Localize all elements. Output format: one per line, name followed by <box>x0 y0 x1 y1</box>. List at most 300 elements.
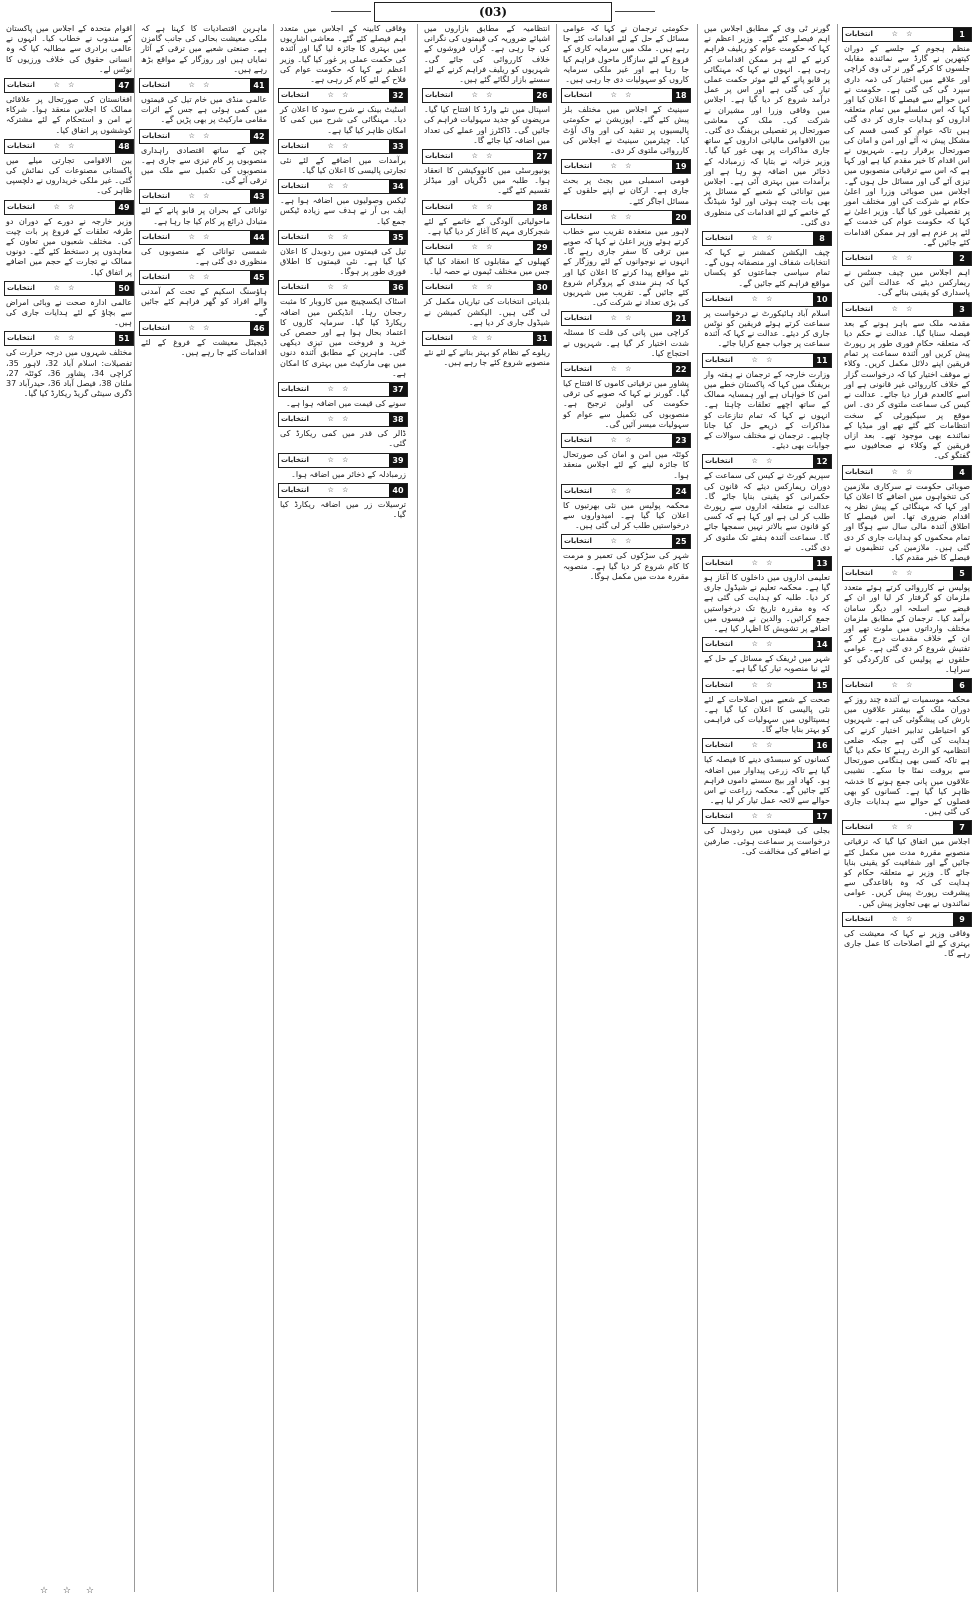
item-brand-label: انتخابات <box>281 485 309 494</box>
item-header <box>139 129 269 144</box>
item-header <box>561 88 691 103</box>
item-header <box>702 353 832 368</box>
news-item <box>422 88 552 146</box>
news-item <box>702 292 832 350</box>
item-body-text: حکومتی ترجمان نے کہا کہ عوامی مسائل کے حل کے لئے اقدامات کئے جا رہے ہیں۔ ملک میں سرمایہ کاری کے فروغ کے لئے سازگار ماحول فراہم کیا جا رہا ہے اور غیر ملکی سرمایہ کاروں کو سہولیات دی جا رہی ہیں۔ <box>563 24 689 85</box>
item-brand-label: انتخابات <box>142 273 170 282</box>
item-number: 32 <box>389 89 407 102</box>
star-icon: ☆ ☆ <box>751 640 776 649</box>
item-brand-label: انتخابات <box>7 334 35 343</box>
item-number: 11 <box>813 354 831 367</box>
item-body-text: سپریم کورٹ نے کیس کی سماعت کے دوران ریمارکس دیئے کہ قانون کی حکمرانی کو یقینی بنایا جائے گا۔ عدالت نے متعلقہ اداروں سے رپورٹ طلب کر لی ہے اور کہا ہے کہ کسی کو قانون سے بالاتر نہیں سمجھا جائے گا۔ سماعت آئندہ ہفتے تک ملتوی کر دی گئی۔ <box>704 471 830 552</box>
item-body-text: عالمی منڈی میں خام تیل کی قیمتوں میں کمی ہوئی ہے جس کے اثرات مقامی مارکیٹ پر بھی پڑیں گے۔ <box>141 95 267 125</box>
item-brand-label: انتخابات <box>425 202 453 211</box>
news-item <box>139 321 269 358</box>
item-number: 38 <box>389 413 407 426</box>
item-body-text: شمسی توانائی کے منصوبوں کی منظوری دی گئی ہے۔ <box>141 246 267 267</box>
column-divider <box>697 24 698 1592</box>
item-number: 30 <box>533 281 551 294</box>
star-icon: ☆ ☆ <box>891 30 916 38</box>
news-item <box>139 230 269 267</box>
news-item <box>422 149 552 197</box>
item-brand-label: انتخابات <box>425 334 453 343</box>
item-body-text: اقوام متحدہ کے اجلاس میں پاکستان کے مندوب نے خطاب کیا۔ انہوں نے عالمی برادری سے مطالبہ کیا کہ وہ انسانی حقوق کی خلاف ورزیوں کا نوٹس لے۔ <box>6 24 132 74</box>
news-item <box>561 210 691 309</box>
item-body-text: مقدمہ ملک سے باہر ہونے کے بعد فیصلہ سنایا گیا۔ عدالت نے حکم دیا کہ متعلقہ حکام فوری طور پر رپورٹ پیش کریں اور آئندہ سماعت پر تمام فریقین اپنے دلائل مکمل کریں۔ وکلاء نے موقف اختیار کیا کہ درخواست گزار کے خلاف کارروائی غیر قانونی ہے اور اسے کالعدم قرار دیا جائے۔ عدالت نے کیس کی سماعت ملتوی کر دی۔ اس موقع پر سیکیورٹی کے سخت انتظامات کئے گئے تھے اور میڈیا کے نمائندے بھی موجود تھے۔ بعد ازاں فریقین کے وکلاء نے صحافیوں سے گفتگو کی۔ <box>844 318 970 461</box>
star-icon: ☆ ☆ <box>471 283 496 292</box>
item-brand-label: انتخابات <box>564 436 592 445</box>
item-header <box>278 88 408 103</box>
item-body-text: اہم اجلاس میں چیف جسٹس نے ریمارکس دیئے کہ عدالت آئین کی پاسداری کو یقینی بنائے گی۔ <box>844 268 970 298</box>
star-icon: ☆ ☆ <box>610 314 635 323</box>
item-header <box>139 321 269 336</box>
item-body-text: قومی اسمبلی میں بجٹ پر بحث جاری ہے۔ ارکان نے اپنے حلقوں کے مسائل اجاگر کئے۔ <box>563 176 689 206</box>
item-number: 41 <box>250 79 268 92</box>
item-number: 20 <box>672 211 690 224</box>
news-item <box>561 362 691 430</box>
news-item <box>422 240 552 277</box>
news-item <box>422 331 552 368</box>
item-body-text: منظم ہجوم کے جلسے کے دوران کیتھرین نے گارڈ سے نمائندہ مقابلہ جلسوں کا کرکے گور نر ٹی وی کراچی اور علاقے میں اختیار کی ذمہ داری سپرد گی کی گئی ہے۔ حکومت نے اس حوالے سے فیصلے کا اعلان کیا اور کہا کہ اس سلسلے میں تمام متعلقہ اداروں کو ہدایات جاری کر دی گئی ہیں تاکہ عوام کو کسی قسم کی مشکل پیش نہ آئے اور امن و امان کی صورتحال برقرار رہے۔ شہریوں نے اس اقدام کا خیر مقدم کیا ہے اور کہا ہے کہ اس سے ترقیاتی منصوبوں میں تیزی آئے گی اور مسائل حل ہوں گے۔ اجلاس میں صوبائی وزرا اور اعلیٰ حکام نے شرکت کی اور مختلف امور پر تفصیلی غور کیا گیا۔ وزیر اعلیٰ نے کہا کہ حکومت عوام کی خدمت کے لئے پر عزم ہے اور ہر ممکن اقدامات کئے جائیں گے۔ <box>844 44 970 247</box>
item-header <box>4 281 134 296</box>
item-brand-label: انتخابات <box>845 680 873 689</box>
star-icon: ☆ ☆ <box>891 914 916 923</box>
item-body-text: ٹیکس وصولیوں میں اضافہ ہوا ہے۔ ایف بی آر نے ہدف سے زیادہ ٹیکس جمع کیا۔ <box>280 196 406 226</box>
star-icon: ☆ ☆ <box>610 436 635 445</box>
item-body-text: پشاور میں ترقیاتی کاموں کا افتتاح کیا گیا۔ گورنر نے کہا کہ صوبے کی ترقی حکومت کی اولین ترجیح ہے۔ منصوبوں کی تکمیل سے عوام کو سہولیات میسر آئیں گی۔ <box>563 379 689 429</box>
item-brand-label: انتخابات <box>705 457 733 466</box>
star-icon: ☆ ☆ <box>471 202 496 211</box>
news-item <box>139 24 269 75</box>
item-number: 34 <box>389 180 407 193</box>
item-number: 39 <box>389 454 407 467</box>
item-brand-label: انتخابات <box>564 91 592 100</box>
item-body-text: برآمدات میں اضافے کے لئے نئی تجارتی پالیسی کا اعلان کیا گیا۔ <box>280 155 406 176</box>
item-brand-label: انتخابات <box>705 558 733 567</box>
item-brand-label: انتخابات <box>142 323 170 332</box>
item-header <box>422 200 552 215</box>
item-header <box>842 566 972 581</box>
item-header <box>4 139 134 154</box>
item-brand-label: انتخابات <box>705 812 733 821</box>
news-item <box>139 270 269 318</box>
item-number: 19 <box>672 160 690 173</box>
item-brand-label: انتخابات <box>845 254 873 263</box>
item-body-text: کراچی میں پانی کی قلت کا مسئلہ شدت اختیار کر گیا ہے۔ شہریوں نے احتجاج کیا۔ <box>563 328 689 358</box>
item-number: 3 <box>953 303 971 316</box>
item-header <box>702 678 832 693</box>
item-number: 36 <box>389 281 407 294</box>
column-divider <box>837 24 838 1592</box>
item-number: 48 <box>115 140 133 153</box>
item-brand-label: انتخابات <box>281 283 309 292</box>
star-icon: ☆ ☆ <box>751 680 776 689</box>
news-item <box>702 678 832 736</box>
item-number: 8 <box>813 232 831 245</box>
item-number: 2 <box>953 252 971 265</box>
news-item <box>278 382 408 409</box>
item-brand-label: انتخابات <box>845 914 873 923</box>
star-icon: ☆ ☆ <box>53 202 78 211</box>
news-column <box>422 24 552 1592</box>
star-icon: ☆ ☆ <box>891 254 916 263</box>
item-body-text: محکمہ موسمیات نے آئندہ چند روز کے دوران ملک کے بیشتر علاقوں میں بارش کی پیشگوئی کی ہے۔ شہریوں کو احتیاطی تدابیر اختیار کرنے کی ہدایت کی گئی ہے جبکہ ضلعی انتظامیہ کو الرٹ رہنے کا حکم دیا گیا ہے تاکہ کسی بھی ہنگامی صورتحال سے بروقت نمٹا جا سکے۔ نشیبی علاقوں میں پانی جمع ہونے کا خدشہ ظاہر کیا گیا ہے۔ کسانوں کو بھی فصلوں کے حوالے سے ہدایات جاری کی گئی ہیں۔ <box>844 694 970 817</box>
star-icon: ☆ ☆ <box>327 141 352 150</box>
item-brand-label: انتخابات <box>142 131 170 140</box>
item-body-text: توانائی کے بحران پر قابو پانے کے لئے متبادل ذرائع پر کام کیا جا رہا ہے۔ <box>141 206 267 226</box>
star-icon: ☆ ☆ <box>188 131 213 140</box>
news-item <box>422 200 552 237</box>
item-brand-label: انتخابات <box>845 467 873 476</box>
news-item <box>4 78 134 136</box>
item-brand-label: انتخابات <box>142 81 170 90</box>
star-icon: ☆ ☆ <box>327 283 352 292</box>
item-number: 42 <box>250 130 268 143</box>
news-item <box>278 230 408 278</box>
item-header <box>842 27 972 42</box>
item-body-text: محکمہ پولیس میں نئی بھرتیوں کا اعلان کیا گیا ہے۔ امیدواروں سے درخواستیں طلب کر لی گئی ہیں۔ <box>563 500 689 531</box>
star-icon: ☆ ☆ <box>610 162 635 171</box>
item-body-text: صحت کے شعبے میں اصلاحات کے لئے نئی پالیسی کا اعلان کیا گیا ہے۔ ہسپتالوں میں سہولیات کی فراہمی کو بہتر بنایا جائے گا۔ <box>704 694 830 735</box>
news-item <box>139 189 269 226</box>
item-brand-label: انتخابات <box>425 283 453 292</box>
news-item <box>561 484 691 532</box>
item-brand-label: انتخابات <box>705 680 733 689</box>
item-brand-label: انتخابات <box>7 141 35 150</box>
star-icon: ☆ ☆ <box>891 823 916 832</box>
item-brand-label: انتخابات <box>705 355 733 364</box>
news-column <box>842 24 972 1592</box>
news-item <box>842 27 972 248</box>
item-number: 26 <box>533 89 551 102</box>
news-column <box>561 24 691 1592</box>
item-header <box>422 240 552 255</box>
news-item <box>422 280 552 328</box>
item-number: 51 <box>115 332 133 345</box>
item-brand-label: انتخابات <box>845 823 873 832</box>
item-header <box>842 678 972 693</box>
item-number: 50 <box>115 282 133 295</box>
item-body-text: شہر میں ٹریفک کے مسائل کے حل کے لئے نیا منصوبہ تیار کیا گیا ہے۔ <box>704 654 830 674</box>
star-icon: ☆ ☆ <box>471 91 496 100</box>
item-brand-label: انتخابات <box>7 81 35 90</box>
star-icon: ☆ ☆ <box>327 232 352 241</box>
item-brand-label: انتخابات <box>705 741 733 750</box>
news-item <box>561 433 691 481</box>
item-header <box>561 311 691 326</box>
star-icon: ☆ ☆ <box>751 457 776 466</box>
item-header <box>561 534 691 549</box>
item-brand-label: انتخابات <box>564 212 592 221</box>
news-item <box>278 280 408 379</box>
item-brand-label: انتخابات <box>281 232 309 241</box>
item-header <box>561 362 691 377</box>
item-body-text: بین الاقوامی تجارتی میلے میں پاکستانی مصنوعات کی نمائش کی گئی۔ غیر ملکی خریداروں نے دلچسپی ظاہر کی۔ <box>6 155 132 196</box>
page-number: (03) <box>374 2 612 22</box>
item-body-text: بلدیاتی انتخابات کی تیاریاں مکمل کر لی گئی ہیں۔ الیکشن کمیشن نے شیڈول جاری کر دیا ہے۔ <box>424 297 550 327</box>
item-header <box>139 189 269 204</box>
item-number: 31 <box>533 332 551 345</box>
star-icon: ☆ ☆ <box>891 680 916 689</box>
item-brand-label: انتخابات <box>7 202 35 211</box>
item-brand-label: انتخابات <box>142 192 170 201</box>
item-body-text: صوبائی حکومت نے سرکاری ملازمین کی تنخواہوں میں اضافے کا اعلان کیا اور کہا کہ مہنگائی کے پیش نظر یہ اقدام ضروری تھا۔ اس فیصلے کا اطلاق آئندہ مالی سال سے ہوگا اور تمام محکموں کو ہدایات جاری کر دی گئی ہیں۔ ملازمین کی تنظیموں نے فیصلے کا خیر مقدم کیا۔ <box>844 481 970 562</box>
star-icon: ☆ ☆ <box>471 243 496 252</box>
star-icon: ☆ ☆ <box>53 141 78 150</box>
news-column <box>4 24 134 1592</box>
item-number: 16 <box>813 739 831 752</box>
item-body-text: چیف الیکشن کمشنر نے کہا کہ انتخابات شفاف اور منصفانہ ہوں گے۔ تمام سیاسی جماعتوں کو یکساں مواقع فراہم کئے جائیں گے۔ <box>704 248 830 288</box>
item-brand-label: انتخابات <box>845 30 873 38</box>
news-item <box>139 78 269 126</box>
item-number: 14 <box>813 638 831 651</box>
star-icon: ☆ ☆ <box>751 355 776 364</box>
item-brand-label: انتخابات <box>425 152 453 161</box>
item-number: 18 <box>672 89 690 102</box>
news-item <box>278 412 408 449</box>
item-header <box>422 280 552 295</box>
star-icon: ☆ ☆ <box>751 558 776 567</box>
news-item <box>842 302 972 462</box>
item-number: 21 <box>672 312 690 325</box>
item-header <box>139 78 269 93</box>
column-divider <box>556 24 557 1592</box>
item-brand-label: انتخابات <box>7 283 35 292</box>
news-item <box>4 139 134 197</box>
news-item <box>4 200 134 278</box>
item-brand-label: انتخابات <box>425 91 453 100</box>
item-body-text: افغانستان کی صورتحال پر علاقائی ممالک کا اجلاس منعقد ہوا۔ شرکاء نے امن و استحکام کے لئے مشترکہ کوششوں پر اتفاق کیا۔ <box>6 95 132 135</box>
item-body-text: گورنر ٹی وی کے مطابق اجلاس میں اہم فیصلے کئے گئے۔ وزیر اعظم نے کہا کہ حکومت عوام کو ریلیف فراہم کرنے کے لئے ہر ممکن اقدامات کر رہی ہے۔ انہوں نے کہا کہ مہنگائی پر قابو پانے کے لئے موثر حکمت عملی تیار کی گئی ہے اور اس پر عمل درآمد شروع کر دیا گیا ہے۔ اجلاس میں وفاقی وزرا اور مشیران نے شرکت کی۔ ملک کی معاشی صورتحال پر تفصیلی بریفنگ دی گئی۔ بین الاقوامی مالیاتی اداروں کے ساتھ جاری مذاکرات پر بھی غور کیا گیا۔ وزیر خزانہ نے بتایا کہ زرمبادلہ کے ذخائر میں اضافہ ہو رہا ہے اور برآمدات میں بہتری آئی ہے۔ اجلاس میں توانائی کے شعبے کے مسائل پر بھی بات چیت ہوئی اور لوڈ شیڈنگ کے خاتمے کے لئے اقدامات کی منظوری دی گئی۔ <box>704 24 830 227</box>
item-number: 25 <box>672 535 690 548</box>
item-body-text: یونیورسٹی میں کانووکیشن کا انعقاد ہوا۔ طلبہ میں ڈگریاں اور میڈلز تقسیم کئے گئے۔ <box>424 166 550 196</box>
star-icon: ☆ ☆ <box>891 304 916 313</box>
item-header <box>4 331 134 346</box>
item-body-text: ڈالر کی قدر میں کمی ریکارڈ کی گئی۔ <box>280 429 406 449</box>
item-body-text: ہاؤسنگ اسکیم کے تحت کم آمدنی والے افراد کو گھر فراہم کئے جائیں گے۔ <box>141 287 267 317</box>
item-header <box>4 200 134 215</box>
item-brand-label: انتخابات <box>845 304 873 313</box>
star-icon: ☆ ☆ <box>751 741 776 750</box>
item-body-text: وزارت خارجہ کے ترجمان نے ہفتہ وار بریفنگ میں کہا کہ پاکستان خطے میں امن کا خواہاں ہے اور ہمسایہ ممالک کے ساتھ اچھے تعلقات چاہتا ہے۔ انہوں نے کہا کہ تمام تنازعات کو مذاکرات کے ذریعے حل کیا جانا چاہیے۔ ترجمان نے مختلف سوالات کے جوابات بھی دیئے۔ <box>704 369 830 451</box>
star-icon: ☆ ☆ <box>751 812 776 821</box>
news-item <box>422 24 552 85</box>
item-brand-label: انتخابات <box>142 232 170 241</box>
item-header <box>561 484 691 499</box>
item-brand-label: انتخابات <box>705 234 733 243</box>
item-header <box>422 88 552 103</box>
news-item <box>702 738 832 806</box>
item-header <box>278 230 408 245</box>
item-body-text: پولیس نے کارروائی کرتے ہوئے متعدد ملزمان کو گرفتار کر لیا اور ان کے قبضے سے اسلحہ اور دیگر سامان برآمد کیا۔ ترجمان کے مطابق ملزمان مختلف وارداتوں میں ملوث تھے اور ان کے خلاف مقدمات درج کر کے تفتیش شروع کر دی گئی ہے۔ عوامی حلقوں نے پولیس کی کارکردگی کو سراہا۔ <box>844 583 970 674</box>
item-body-text: وفاقی وزیر نے کہا کہ معیشت کی بہتری کے لئے اصلاحات کا عمل جاری رہے گا۔ <box>844 928 970 959</box>
star-icon: ☆ ☆ <box>327 182 352 191</box>
star-icon: ☆ ☆ <box>188 81 213 90</box>
item-number: 27 <box>533 150 551 163</box>
news-item <box>842 912 972 960</box>
news-item <box>139 129 269 187</box>
item-number: 49 <box>115 201 133 214</box>
news-item <box>702 637 832 674</box>
item-number: 13 <box>813 557 831 570</box>
news-item <box>702 231 832 289</box>
item-body-text: چین کے ساتھ اقتصادی راہداری منصوبوں پر کام تیزی سے جاری ہے۔ منصوبوں کی تکمیل سے ملک میں ترقی آئے گی۔ <box>141 145 267 186</box>
item-brand-label: انتخابات <box>425 243 453 252</box>
item-number: 24 <box>672 485 690 498</box>
item-brand-label: انتخابات <box>281 455 309 464</box>
item-body-text: اجلاس میں اتفاق کیا گیا کہ ترقیاتی منصوبے مقررہ مدت میں مکمل کئے جائیں گے اور شفافیت کو یقینی بنایا جائے گا۔ وزیر نے متعلقہ حکام کو ہدایت کی کہ وہ باقاعدگی سے پیشرفت رپورٹ پیش کریں۔ عوامی نمائندوں نے بھی تجاویز پیش کیں۔ <box>844 837 970 908</box>
item-brand-label: انتخابات <box>281 141 309 150</box>
item-header <box>561 210 691 225</box>
news-item <box>702 809 832 857</box>
news-column <box>139 24 269 1592</box>
item-brand-label: انتخابات <box>281 385 309 394</box>
item-body-text: وفاقی کابینہ کے اجلاس میں متعدد اہم فیصلے کئے گئے۔ معاشی اشاریوں میں بہتری کا جائزہ لیا گیا اور آئندہ کی حکمت عملی پر غور کیا گیا۔ وزیر اعظم نے کہا کہ حکومت عوام کی فلاح کے لئے کام کر رہی ہے۔ <box>280 24 406 85</box>
item-number: 4 <box>953 466 971 479</box>
star-icon: ☆ ☆ <box>610 537 635 546</box>
news-item <box>278 179 408 227</box>
star-icon: ☆ ☆ <box>327 91 352 100</box>
item-number: 6 <box>953 679 971 692</box>
item-body-text: اسٹاک ایکسچینج میں کاروبار کا مثبت رجحان رہا۔ انڈیکس میں اضافہ ریکارڈ کیا گیا۔ سرمایہ کاروں کا اعتماد بحال ہوا ہے اور حصص کی خرید و فروخت میں تیزی دیکھی گئی۔ ماہرین کے مطابق آئندہ دنوں میں بھی مارکیٹ میں بہتری کا امکان ہے۔ <box>280 297 406 378</box>
news-item <box>702 353 832 452</box>
news-item <box>702 24 832 228</box>
item-body-text: کسانوں کو سبسڈی دینے کا فیصلہ کیا گیا ہے تاکہ زرعی پیداوار میں اضافہ ہو۔ کھاد اور بیج سستے داموں فراہم کئے جائیں گے۔ محکمہ زراعت نے اس حوالے سے لائحہ عمل تیار کر لیا ہے۔ <box>704 755 830 806</box>
item-number: 46 <box>250 322 268 335</box>
star-icon: ☆ ☆ <box>188 232 213 241</box>
star-icon: ☆ ☆ <box>610 486 635 495</box>
item-body-text: اسلام آباد ہائیکورٹ نے درخواست پر سماعت کرتے ہوئے فریقین کو نوٹس جاری کر دیئے۔ عدالت نے کہا کہ آئندہ سماعت پر جواب جمع کرایا جائے۔ <box>704 308 830 349</box>
item-body-text: ترسیلات زر میں اضافہ ریکارڈ کیا گیا۔ <box>280 499 406 520</box>
item-header <box>4 78 134 93</box>
item-brand-label: انتخابات <box>564 537 592 546</box>
item-header <box>702 231 832 246</box>
item-header <box>702 809 832 824</box>
item-body-text: انتظامیہ کے مطابق بازاروں میں اشیائے ضروریہ کی قیمتوں کی نگرانی کی جا رہی ہے۔ گراں فروشوں کے خلاف کارروائی کی جائے گی۔ شہریوں کو ریلیف فراہم کرنے کے لئے سستے بازار لگائے گئے ہیں۔ <box>424 24 550 85</box>
star-icon: ☆ ☆ <box>610 91 635 100</box>
item-brand-label: انتخابات <box>564 365 592 374</box>
item-header <box>842 251 972 266</box>
item-body-text: ماہرین اقتصادیات کا کہنا ہے کہ ملکی معیشت بحالی کی جانب گامزن ہے۔ صنعتی شعبے میں ترقی کے آثار نمایاں ہیں اور روزگار کے مواقع بڑھ رہے ہیں۔ <box>141 24 267 74</box>
item-header <box>278 280 408 295</box>
news-item <box>4 331 134 399</box>
news-item <box>842 251 972 299</box>
news-item <box>278 483 408 520</box>
item-header <box>702 556 832 571</box>
item-header <box>139 230 269 245</box>
item-header <box>702 637 832 652</box>
item-body-text: مختلف شہروں میں درجہ حرارت کی تفصیلات: اسلام آباد 32، لاہور 35، کراچی 34، پشاور 36، کوئٹہ 27، ملتان 38، فیصل آباد 36، حیدرآباد 37 ڈگری سینٹی گریڈ ریکارڈ کیا گیا۔ <box>6 348 132 399</box>
star-icon: ☆ ☆ <box>751 234 776 243</box>
item-header <box>278 412 408 427</box>
item-header <box>842 912 972 927</box>
news-item <box>561 88 691 156</box>
item-header <box>561 433 691 448</box>
star-icon: ☆ ☆ <box>891 569 916 578</box>
item-number: 45 <box>250 271 268 284</box>
star-icon: ☆ ☆ <box>471 334 496 343</box>
item-header <box>702 454 832 469</box>
news-item <box>561 24 691 85</box>
news-item <box>842 820 972 908</box>
column-divider <box>417 24 418 1592</box>
item-brand-label: انتخابات <box>845 569 873 578</box>
item-number: 35 <box>389 231 407 244</box>
item-brand-label: انتخابات <box>281 182 309 191</box>
item-body-text: ڈیجیٹل معیشت کے فروغ کے لئے اقدامات کئے جا رہے ہیں۔ <box>141 337 267 358</box>
item-header <box>842 820 972 835</box>
item-header <box>561 159 691 174</box>
star-icon: ☆ ☆ <box>53 334 78 343</box>
news-item <box>702 556 832 634</box>
news-item <box>561 534 691 582</box>
item-body-text: عالمی ادارہ صحت نے وبائی امراض سے بچاؤ کے لئے ہدایات جاری کی ہیں۔ <box>6 297 132 328</box>
item-number: 9 <box>953 913 971 926</box>
item-body-text: وزیر خارجہ نے دورے کے دوران دو طرفہ تعلقات کے فروغ پر بات چیت کی۔ مختلف شعبوں میں تعاون کے معاہدوں پر دستخط کئے گئے۔ دونوں ممالک نے تجارت کے حجم میں اضافے پر اتفاق کیا۔ <box>6 216 132 277</box>
item-number: 28 <box>533 201 551 214</box>
item-header <box>278 483 408 498</box>
item-body-text: کھیلوں کے مقابلوں کا انعقاد کیا گیا جس میں مختلف ٹیموں نے حصہ لیا۔ <box>424 257 550 277</box>
item-number: 37 <box>389 383 407 396</box>
item-header <box>702 292 832 307</box>
news-item <box>4 281 134 329</box>
footer-stars: ☆ ☆ ☆ <box>40 1586 100 1596</box>
item-body-text: بجلی کی قیمتوں میں ردوبدل کی درخواست پر سماعت ہوئی۔ صارفین نے اضافے کی مخالفت کی۔ <box>704 826 830 856</box>
news-item <box>842 678 972 817</box>
item-number: 40 <box>389 484 407 497</box>
news-item <box>842 465 972 564</box>
star-icon: ☆ ☆ <box>891 467 916 476</box>
item-number: 29 <box>533 241 551 254</box>
item-body-text: کوئٹہ میں امن و امان کی صورتحال کا جائزہ لینے کے لئے اجلاس منعقد ہوا۔ <box>563 450 689 480</box>
item-number: 15 <box>813 679 831 692</box>
item-body-text: ریلوے کے نظام کو بہتر بنانے کے لئے نئے منصوبے شروع کئے جا رہے ہیں۔ <box>424 348 550 368</box>
item-brand-label: انتخابات <box>281 415 309 424</box>
star-icon: ☆ ☆ <box>327 455 352 464</box>
item-number: 23 <box>672 434 690 447</box>
star-icon: ☆ ☆ <box>471 152 496 161</box>
item-number: 43 <box>250 190 268 203</box>
item-brand-label: انتخابات <box>564 314 592 323</box>
news-item <box>561 311 691 359</box>
star-icon: ☆ ☆ <box>751 294 776 303</box>
star-icon: ☆ ☆ <box>188 192 213 201</box>
item-header <box>842 302 972 317</box>
news-item <box>702 454 832 553</box>
item-body-text: سینیٹ کے اجلاس میں مختلف بلز پیش کئے گئے۔ اپوزیشن نے حکومتی پالیسیوں پر تنقید کی اور واک آؤٹ کیا۔ چیئرمین سینیٹ نے اجلاس کی کارروائی ملتوی کر دی۔ <box>563 105 689 156</box>
item-brand-label: انتخابات <box>564 486 592 495</box>
item-number: 7 <box>953 821 971 834</box>
item-header <box>702 738 832 753</box>
item-body-text: تعلیمی اداروں میں داخلوں کا آغاز ہو گیا ہے۔ محکمہ تعلیم نے شیڈول جاری کر دیا۔ طلبہ کو ہدایت کی گئی ہے کہ وہ مقررہ تاریخ تک درخواستیں جمع کرائیں۔ والدین نے فیسوں میں اضافے پر تشویش کا اظہار کیا ہے۔ <box>704 572 830 633</box>
item-number: 33 <box>389 140 407 153</box>
item-header <box>278 179 408 194</box>
item-header <box>278 382 408 397</box>
column-divider <box>134 24 135 1592</box>
star-icon: ☆ ☆ <box>610 365 635 374</box>
item-body-text: زرمبادلہ کے ذخائر میں اضافہ ہوا۔ <box>291 469 406 479</box>
star-icon: ☆ ☆ <box>327 415 352 424</box>
star-icon: ☆ ☆ <box>610 212 635 221</box>
star-icon: ☆ ☆ <box>188 323 213 332</box>
item-brand-label: انتخابات <box>705 294 733 303</box>
news-item <box>278 24 408 85</box>
item-header <box>139 270 269 285</box>
item-header <box>278 453 408 468</box>
item-header <box>278 139 408 154</box>
item-body-text: اسپتال میں نئے وارڈ کا افتتاح کیا گیا۔ مریضوں کو جدید سہولیات فراہم کی جائیں گی۔ ڈاکٹرز اور عملے کی تعداد میں اضافہ کیا جائے گا۔ <box>424 105 550 145</box>
item-number: 5 <box>953 567 971 580</box>
